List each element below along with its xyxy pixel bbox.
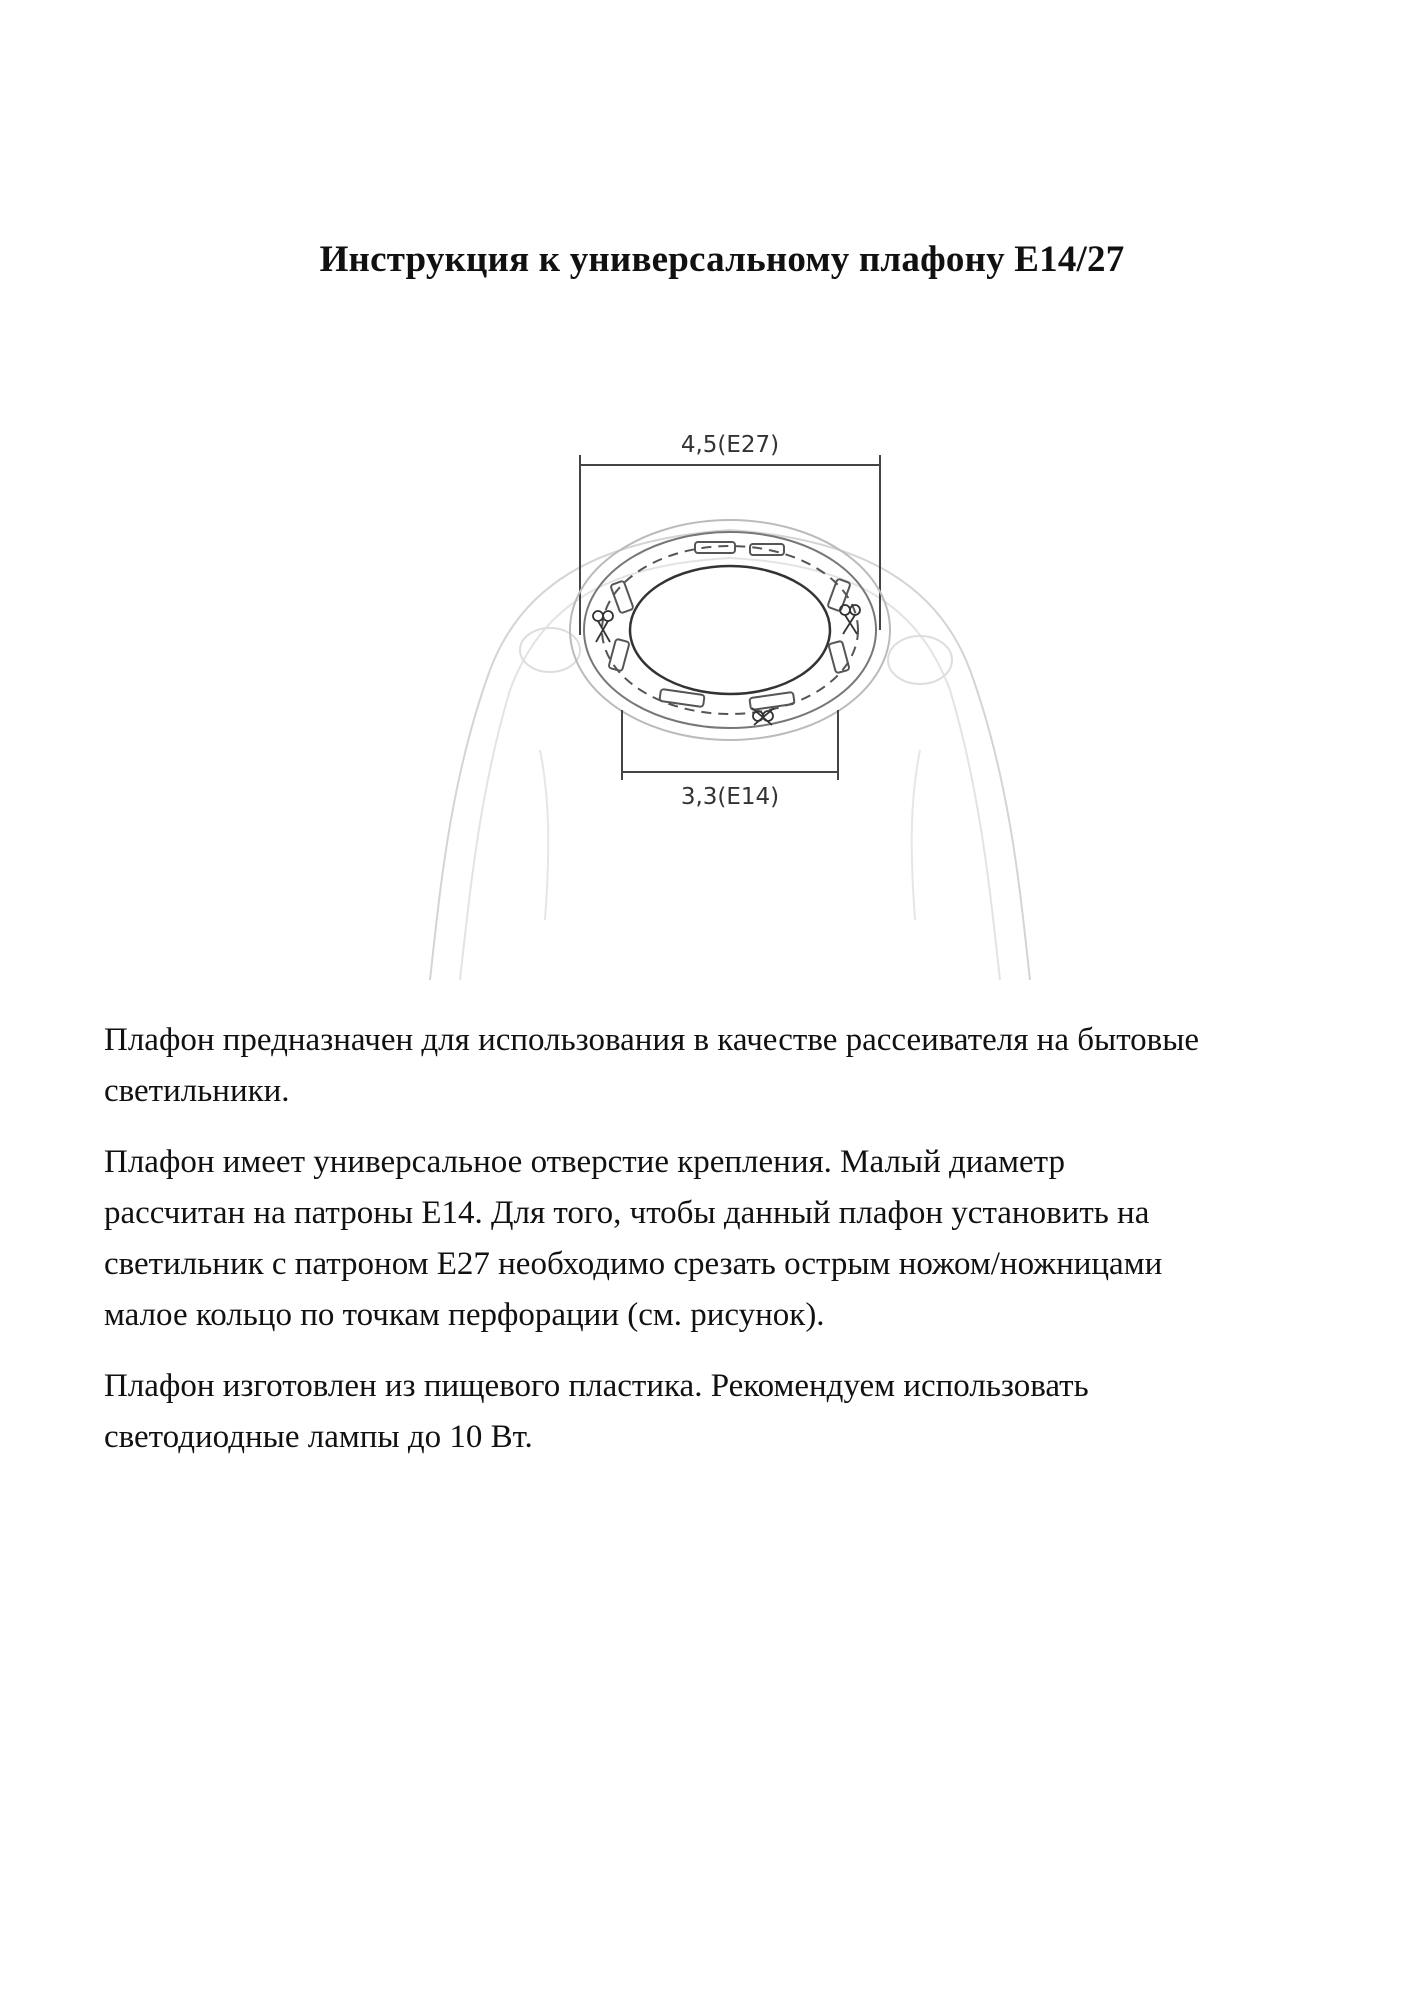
- scissors-icon-bottom: [752, 708, 774, 725]
- paragraph-mounting: [104, 1137, 1364, 1341]
- paragraph-purpose: [104, 1015, 1364, 1117]
- text-line: малое кольцо по точкам перфорации (см. рисунок).: [104, 1297, 825, 1333]
- text-line: Плафон предназначен для использования в качестве рассеивателя на бытовые: [104, 1022, 1200, 1058]
- paragraph-material: [104, 1361, 1364, 1463]
- e14-dimension-label: 3,3(E14): [680, 784, 780, 810]
- text-line: Плафон имеет универсальное отверстие крепления. Малый диаметр: [104, 1144, 1065, 1180]
- text-line: светильники.: [104, 1073, 290, 1109]
- text-line: светильник с патроном Е27 необходимо срезать острым ножом/ножницами: [104, 1246, 1163, 1282]
- e27-dimension-label: 4,5(E27): [680, 432, 780, 458]
- instruction-text: [104, 1015, 1364, 1483]
- lampshade-diagram: [400, 420, 1060, 1000]
- document-title: Инструкция к универсальному плафону E14/27: [319, 239, 1125, 280]
- lampshade-drawing: [400, 420, 1060, 1000]
- e14-opening: [630, 566, 830, 694]
- text-line: Плафон изготовлен из пищевого пластика. Рекомендуем использовать: [104, 1368, 1089, 1404]
- text-line: рассчитан на патроны Е14. Для того, чтобы данный плафон установить на: [104, 1195, 1150, 1231]
- text-line: светодиодные лампы до 10 Вт.: [104, 1419, 533, 1455]
- e14-dimension-marker: [622, 710, 838, 780]
